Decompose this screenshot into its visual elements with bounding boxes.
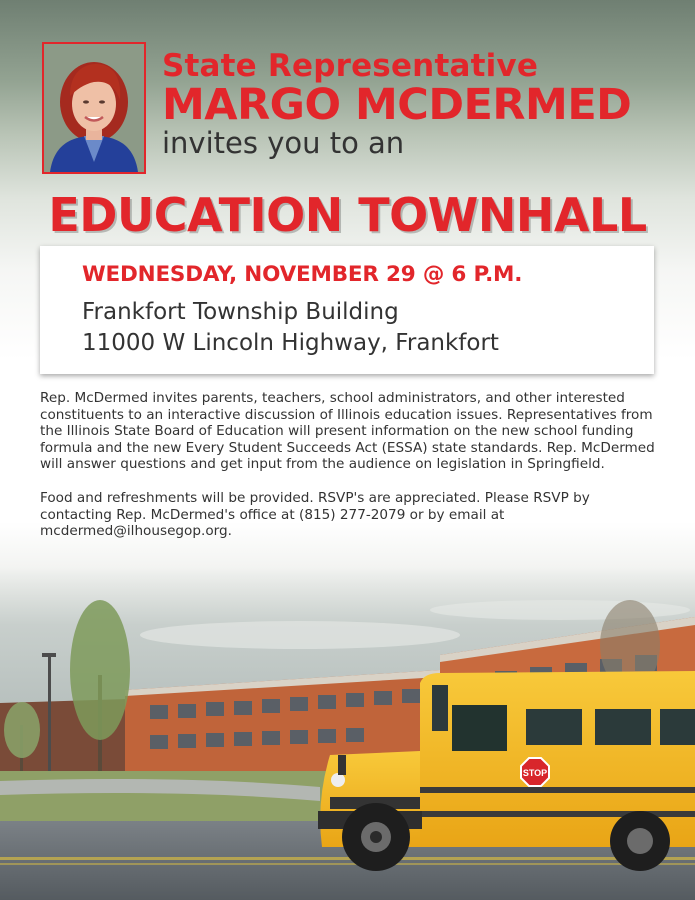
- body-paragraph-1: Rep. McDermed invites parents, teachers, school administrators, and other interested constituents to an interactive discussion of Illinois education issues. Representatives from the Illinois State Board of Education will present information on the new school funding formula and the new Every Student Succeeds Act (ESSA) state standards. Rep. McDermed will answer questions and get input from the audience on legislation in Springfield.: [40, 390, 655, 473]
- stop-sign-text: STOP: [522, 768, 548, 778]
- body-text: [40, 390, 658, 557]
- representative-name: MARGO MCDERMED: [162, 80, 632, 130]
- invite-line: invites you to an: [162, 126, 405, 160]
- event-details-box: [40, 246, 654, 374]
- event-title: EDUCATION TOWNHALL: [48, 188, 647, 242]
- school-bus-scene: [0, 575, 695, 900]
- event-date: WEDNESDAY, NOVEMBER 29 @ 6 P.M.: [82, 262, 523, 287]
- header-title-line: State Representative: [162, 48, 539, 84]
- event-venue: [82, 297, 654, 359]
- venue-address: 11000 W Lincoln Highway, Frankfort: [82, 330, 499, 356]
- representative-photo: [42, 42, 146, 174]
- body-paragraph-2: Food and refreshments will be provided. RSVP's are appreciated. Please RSVP by contacting Rep. McDermed's office at (815) 277-2079 or by email at mcdermed@ilhousegop.org.: [40, 489, 590, 540]
- venue-name: Frankfort Township Building: [82, 299, 399, 325]
